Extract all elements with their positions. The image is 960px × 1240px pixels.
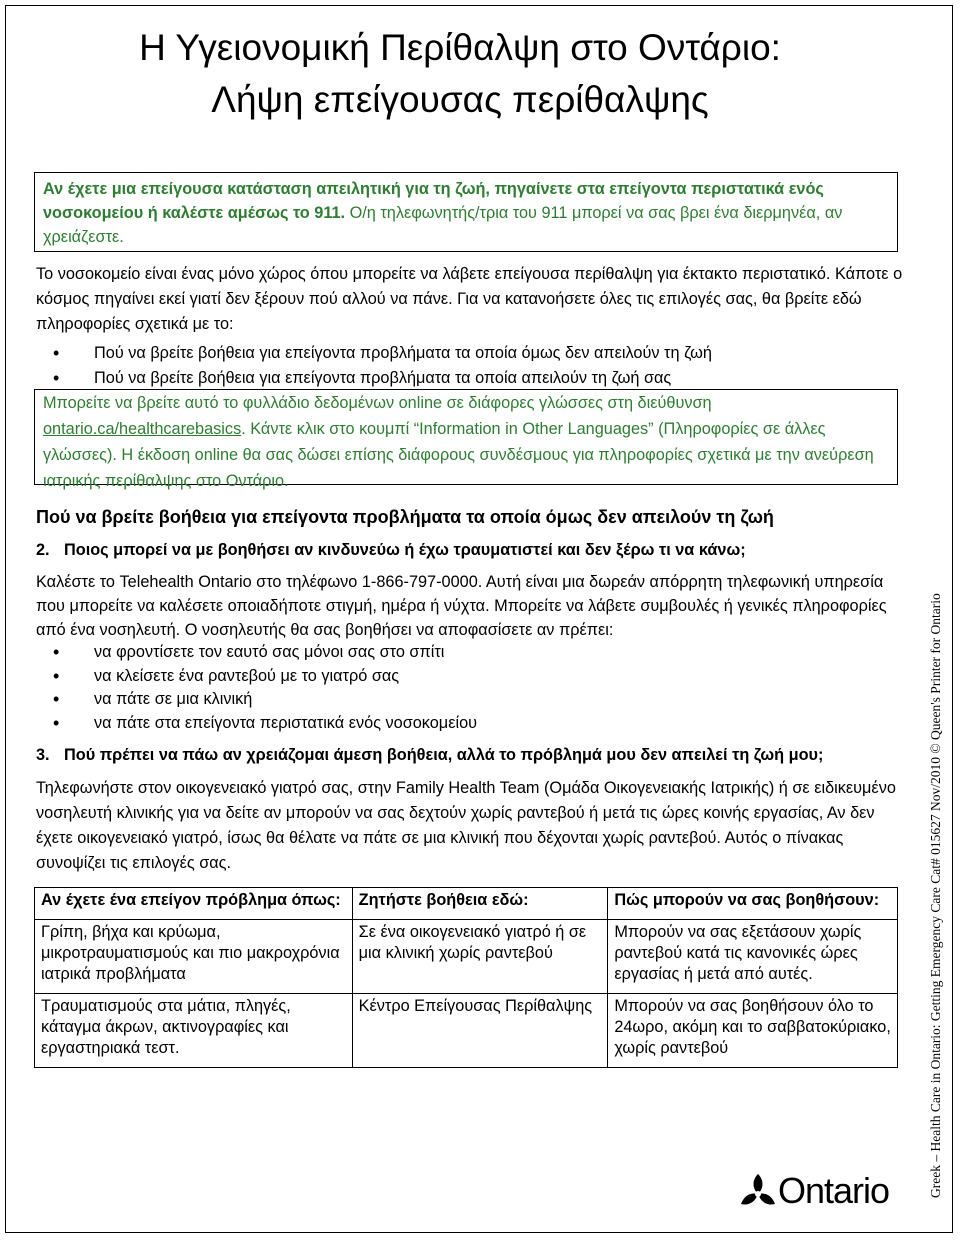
table-cell: Γρίπη, βήχα και κρύωμα, μικροτραυματισμούς και πιο μακροχρόνια ιατρικά προβλήματα xyxy=(35,920,353,994)
table-row xyxy=(35,920,898,994)
healthcarebasics-link[interactable]: ontario.ca/healthcarebasics xyxy=(43,420,242,438)
title-line-1: Η Υγειονομική Περίθαλψη στο Οντάριο: xyxy=(139,27,781,68)
list-item: • Πού να βρείτε βοήθεια για επείγοντα προβλήματα τα οποία απειλούν τη ζωή σας xyxy=(36,366,912,391)
intro-section xyxy=(36,262,912,391)
ontario-trillium-logo-icon xyxy=(738,1170,778,1216)
table-header-row xyxy=(35,888,898,920)
section-heading: Πού να βρείτε βοήθεια για επείγοντα προβλήματα τα οποία όμως δεν απειλούν τη ζωή xyxy=(36,507,774,527)
list-item: • να πάτε στα επείγοντα περιστατικά ενός νοσοκομείου xyxy=(36,712,896,736)
table-cell: Μπορούν να σας βοηθήσουν όλο το 24ωρο, ακόμη και το σαββατοκύριακο, χωρίς ραντεβού xyxy=(608,994,898,1068)
question-3-text: Πού πρέπει να πάω αν χρειάζομαι άμεση βοήθεια, αλλά το πρόβλημά μου δεν απειλεί τη ζωή μου; xyxy=(64,746,824,764)
table-cell: Μπορούν να σας εξετάσουν χωρίς ραντεβού κατά τις κανονικές ώρες εργασίας ή μετά από αυτές. xyxy=(608,920,898,994)
table-cell: Κέντρο Επείγουσας Περίθαλψης xyxy=(352,994,608,1068)
languages-text-1: Μπορείτε να βρείτε αυτό το φυλλάδιο δεδομένων online σε διάφορες γλώσσες στη διεύθυνση xyxy=(43,394,712,412)
question-3-number: 3. xyxy=(36,746,50,764)
ontario-logo xyxy=(738,1168,913,1218)
intro-bullet-list xyxy=(36,341,912,391)
ontario-logo-text: Ontario xyxy=(778,1170,890,1211)
emergency-normal-text: Ο/η τηλεφωνητής/τρια του 911 μπορεί να σας βρει ένα διερμηνέα, αν χρειάζεστε. xyxy=(43,204,843,246)
side-publication-note: Greek – Health Care in Ontario: Getting Emergency Care Cat# 015627 Nov/2010 © Queen's Printer for Ontario xyxy=(928,593,943,1198)
question-2-number: 2. xyxy=(36,541,50,559)
emergency-box xyxy=(34,172,898,252)
question-2-answer: Καλέστε το Telehealth Ontario στο τηλέφωνο 1-866-797-0000. Αυτή είναι μια δωρεάν απόρρητη τηλεφωνική υπηρεσία που μπορείτε να καλέσετε οποιαδήποτε στιγμή, ημέρα ή νύχτα. Μπορείτε να λάβετε συμβουλές ή γενικές πληροφορίες από ένα νοσηλευτή. Ο νοσηλευτής θα σας βοηθήσει να αποφασίσετε αν πρέπει: xyxy=(36,573,887,639)
question-2 xyxy=(36,541,746,560)
list-item: • να φροντίσετε τον εαυτό σας μόνοι σας στο σπίτι xyxy=(36,641,896,665)
emergency-text xyxy=(43,177,889,249)
table-cell: Σε ένα οικογενειακό γιατρό ή σε μια κλινική χωρίς ραντεβού xyxy=(352,920,608,994)
list-item: • να κλείσετε ένα ραντεβού με το γιατρό σας xyxy=(36,665,896,689)
question-3-answer: Τηλεφωνήστε στον οικογενειακό γιατρό σας, στην Family Health Team (Ομάδα Οικογενειακής Ιατρικής) ή σε ειδικευμένο νοσηλευτή κλινικής για να δείτε αν μπορούν να σας δεχτούν χωρίς ραντεβού ή μετά τις ώρες κοινής εργασίας, Αν δεν έχετε οικογενειακό γιατρό, ίσως θα θέλατε να πάτε σε μια κλινική που δέχονται χωρίς ραντεβού. Αυτός ο πίνακας συνοψίζει τις επιλογές σας. xyxy=(36,779,896,872)
languages-text-2: . Κάντε κλικ στο κουμπί “Information in Other Languages” (Πληροφορίες σε άλλες γλώσσες). Η έκδοση online θα σας δώσει επίσης διάφορους συνδέσμους για πληροφορίες σχετικά με την ανεύρεση ιατρικής περίθαλψης στο Οντάριο. xyxy=(43,420,874,490)
emergency-bold-text: Αν έχετε μια επείγουσα κατάσταση απειλητική για τη ζωή, πηγαίνετε στα επείγοντα περιστατικά ενός νοσοκομείου ή καλέστε αμέσως το 911. xyxy=(43,180,824,222)
table-header-cell: Ζητήστε βοήθεια εδώ: xyxy=(352,888,608,920)
list-item: • Πού να βρείτε βοήθεια για επείγοντα προβλήματα τα οποία όμως δεν απειλούν τη ζωή xyxy=(36,341,912,366)
table-header-cell: Αν έχετε ένα επείγον πρόβλημα όπως: xyxy=(35,888,353,920)
title-line-2: Λήψη επείγουσας περίθαλψης xyxy=(211,79,709,120)
intro-paragraph: Το νοσοκομείο είναι ένας μόνο χώρος όπου μπορείτε να λάβετε επείγουσα περίθαλψη για έκτακτο περιστατικό. Κάποτε ο κόσμος πηγαίνει εκεί γιατί δεν ξέρουν πού αλλού να πάνε. Για να κατανοήσετε όλες τις επιλογές σας, θα βρείτε εδώ πληροφορίες σχετικά με το: xyxy=(36,265,903,333)
languages-box xyxy=(34,389,898,490)
table-header-cell: Πώς μπορούν να σας βοηθήσουν: xyxy=(608,888,898,920)
page-title xyxy=(0,22,920,126)
telehealth-options-list xyxy=(36,641,896,735)
question-2-text: Ποιος μπορεί να με βοηθήσει αν κινδυνεύω ή έχω τραυματιστεί και δεν ξέρω τι να κάνω; xyxy=(64,541,746,559)
options-table xyxy=(34,887,898,1068)
table-row xyxy=(35,994,898,1068)
table-cell: Τραυματισμούς στα μάτια, πληγές, κάταγμα άκρων, ακτινογραφίες και εργαστηριακά τεστ. xyxy=(35,994,353,1068)
question-3 xyxy=(36,746,823,765)
list-item: • να πάτε σε μια κλινική xyxy=(36,688,896,712)
